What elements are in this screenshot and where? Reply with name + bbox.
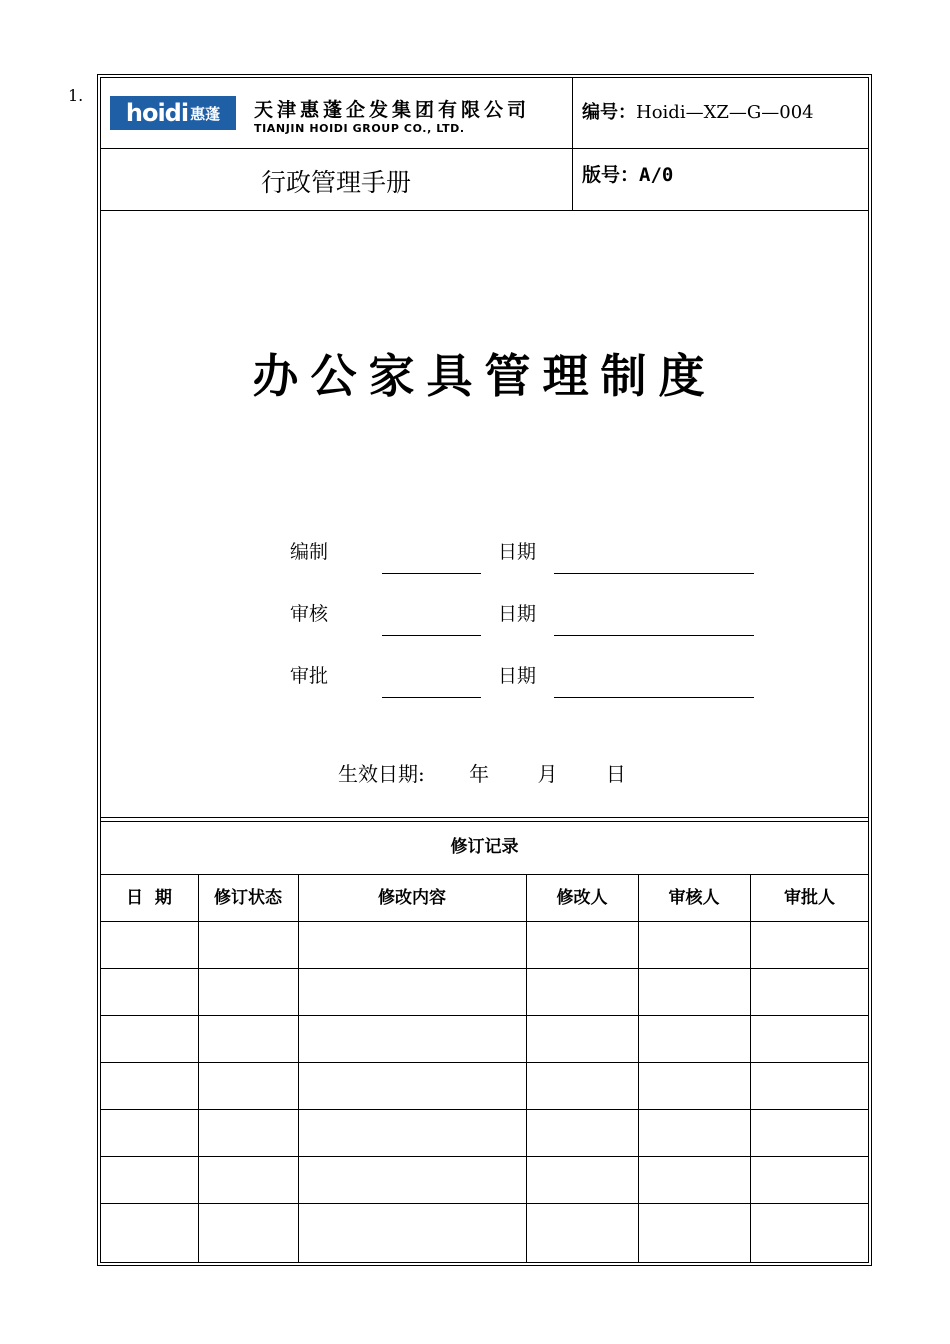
signature-line-reviewed	[382, 635, 481, 636]
signature-date-line-prepared	[554, 573, 754, 574]
signature-role-approved: 审批	[290, 665, 329, 687]
version-label: 版号：	[582, 164, 640, 186]
revision-separator-top	[100, 817, 869, 818]
signature-date-label-reviewed: 日期	[498, 603, 537, 625]
signature-date-line-reviewed	[554, 635, 754, 636]
document-number-value: Hoidi—XZ—G—004	[636, 102, 814, 123]
effective-date	[338, 758, 626, 787]
header-bottom-line	[100, 210, 869, 211]
document-number	[582, 98, 814, 124]
header-divider	[100, 148, 869, 149]
revision-table-column-line	[750, 874, 751, 1263]
effective-date-month: 月	[537, 762, 558, 786]
company-name-cn: 天津惠蓬企发集团有限公司	[254, 99, 531, 121]
logo-cn-text: 惠蓬	[190, 104, 221, 123]
column-header-modified-by: 修改人	[556, 888, 608, 908]
column-header-revision-status: 修订状态	[214, 888, 282, 908]
revision-table-column-line	[198, 874, 199, 1263]
signature-date-line-approved	[554, 697, 754, 698]
document-number-label: 编号：	[582, 102, 636, 123]
header-column-divider	[572, 77, 573, 210]
revision-table-line	[100, 1156, 869, 1157]
revision-table-column-line	[638, 874, 639, 1263]
column-header-changes: 修改内容	[378, 888, 446, 908]
revision-table-line	[100, 921, 869, 922]
manual-title: 行政管理手册	[260, 168, 411, 197]
revision-table-column-line	[526, 874, 527, 1263]
signature-date-label-prepared: 日期	[498, 541, 537, 563]
revision-table-title: 修订记录	[450, 837, 519, 857]
signature-role-reviewed: 审核	[290, 603, 329, 625]
signature-line-approved	[382, 697, 481, 698]
signature-date-label-approved: 日期	[498, 665, 537, 687]
revision-table-line	[100, 874, 869, 875]
revision-table-line	[100, 1062, 869, 1063]
signature-line-prepared	[382, 573, 481, 574]
revision-table-line	[100, 1203, 869, 1204]
list-number: 1.	[68, 86, 84, 105]
column-header-approved-by: 审批人	[784, 888, 835, 908]
effective-date-year: 年	[469, 762, 490, 786]
revision-table-line	[100, 1015, 869, 1016]
page-frame-inner	[100, 77, 869, 1263]
column-header-reviewed-by: 审核人	[668, 888, 720, 908]
logo-latin-text: hoidi	[125, 99, 189, 127]
signature-role-prepared: 编制	[290, 541, 329, 563]
company-logo	[110, 96, 236, 130]
company-name-en: TIANJIN HOIDI GROUP CO., LTD.	[254, 122, 465, 135]
effective-date-label: 生效日期:	[338, 762, 425, 786]
revision-table-column-line	[298, 874, 299, 1263]
effective-date-day: 日	[605, 762, 626, 786]
document-title: 办公家具管理制度	[252, 349, 717, 403]
revision-separator-bottom	[100, 821, 869, 822]
revision-table-line	[100, 1109, 869, 1110]
column-header-date: 日 期	[126, 888, 172, 908]
version-value: A/0	[639, 164, 674, 186]
revision-table-line	[100, 968, 869, 969]
version-number	[582, 160, 673, 187]
